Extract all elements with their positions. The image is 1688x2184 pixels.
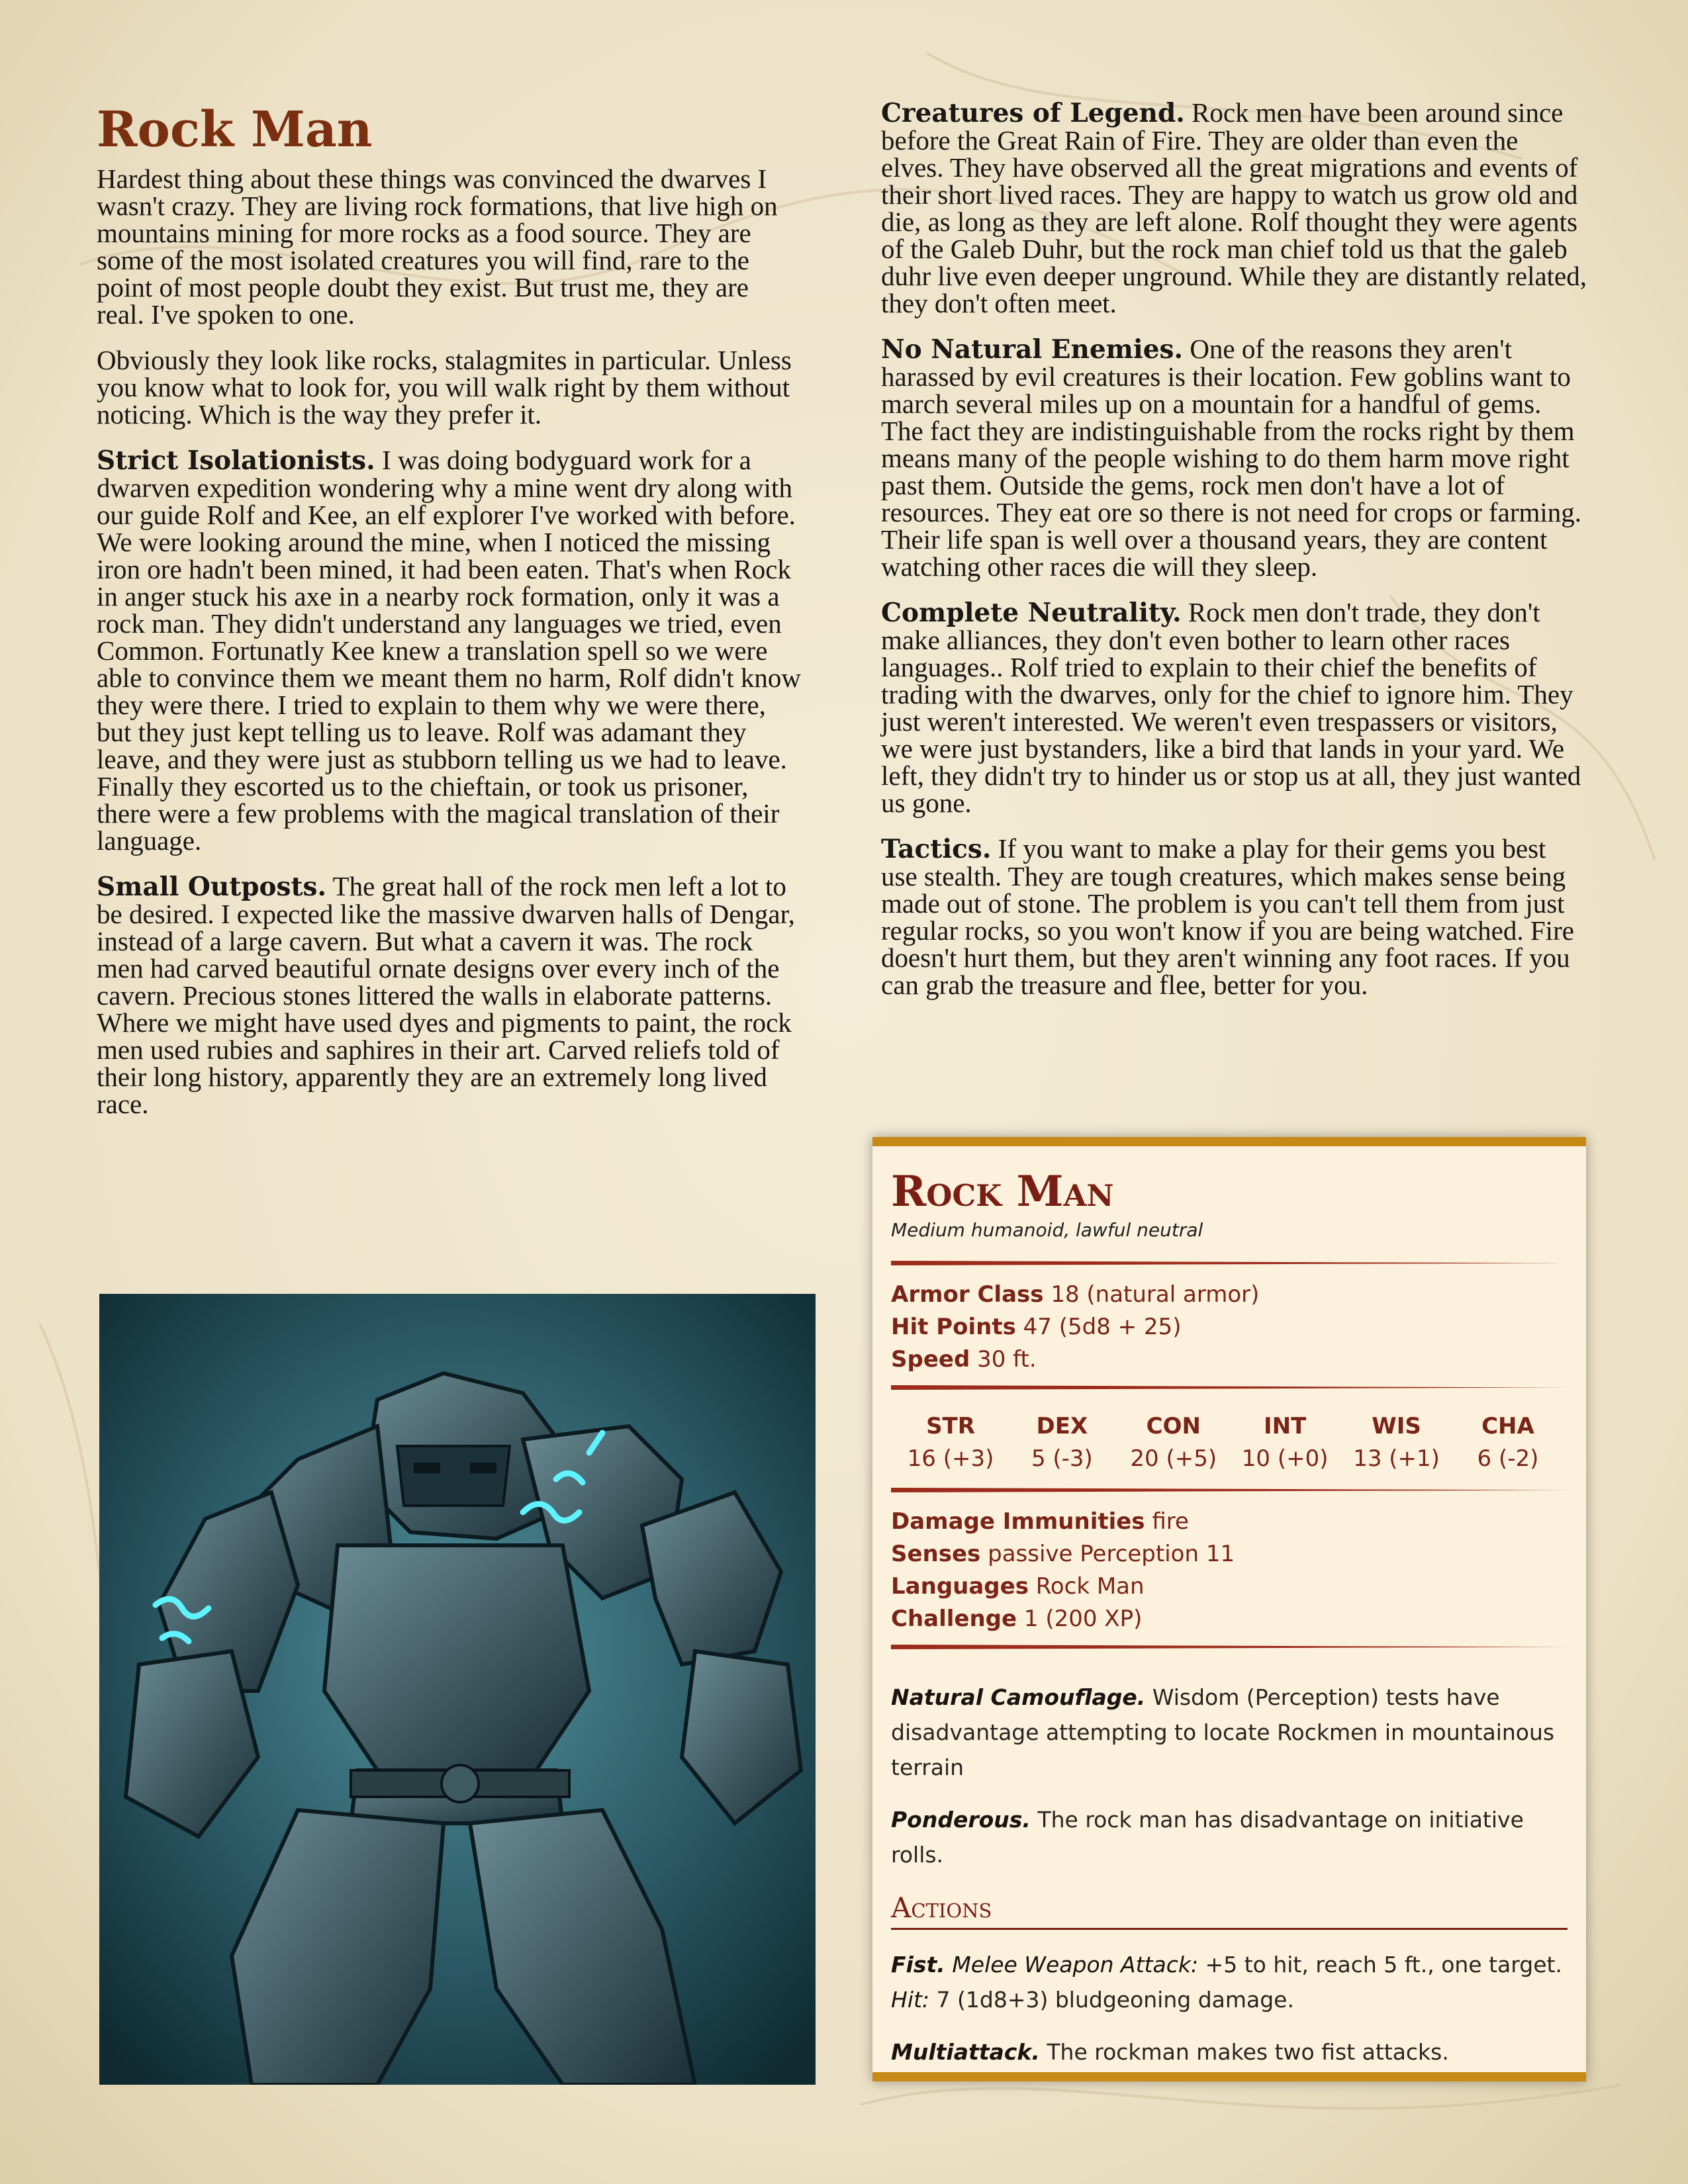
ability-value: 10 (+0) <box>1241 1445 1329 1472</box>
statblock-subtitle: Medium humanoid, lawful neutral <box>891 1219 1203 1241</box>
armor-class <box>891 1279 1568 1311</box>
trait-natural-camouflage <box>891 1680 1568 1785</box>
speed-label: Speed <box>891 1346 970 1373</box>
appearance-paragraph <box>97 347 802 428</box>
ability-value: 13 (+1) <box>1353 1445 1440 1472</box>
ability-value: 6 (-2) <box>1477 1445 1539 1472</box>
rock-man-illustration <box>99 1294 816 2085</box>
stat-block <box>872 1137 1586 2081</box>
action-name: Fist. <box>891 1952 945 1978</box>
ability-name: INT <box>1264 1413 1307 1439</box>
right-column <box>881 99 1587 1017</box>
action-name: Multiattack. <box>891 2039 1040 2065</box>
strict-isolationists-heading: Strict Isolationists. <box>97 445 375 476</box>
challenge-label: Challenge <box>891 1606 1017 1632</box>
hit-points-label: Hit Points <box>891 1314 1016 1340</box>
damage-immunities <box>891 1506 1568 1538</box>
ability-name: DEX <box>1036 1413 1088 1439</box>
action-text: The rockman makes two fist attacks. <box>1039 2039 1449 2065</box>
action-text: +5 to hit, reach 5 ft., one target. <box>1198 1952 1562 1978</box>
complete-neutrality-text: Rock men don't trade, they don't make alliances, they don't even bother to learn other races languages.. Rolf tried to explain to their chief the benefits of trading with the dwarves, only for the chief to ignore him. They just weren't interested. We weren't even trespassers or visitors, we were just bystanders, like a bird that lands in your yard. We left, they didn't try to hinder us or stop us at all, they just wanted us gone. <box>881 597 1581 818</box>
damage-immunities-value: fire <box>1152 1508 1189 1535</box>
senses-value: passive Perception 11 <box>988 1541 1235 1567</box>
ability-scores <box>891 1410 1568 1475</box>
action-damage-text: 7 (1d8+3) bludgeoning damage. <box>929 1987 1294 2013</box>
no-natural-enemies-text: One of the reasons they aren't harassed by evil creatures is their location. Few goblins want to march several miles up on a mountain for a handful of gems. The fact they are indistinguishable from the rocks right by them means many of the people wishing to do them harm move right past them. Outside the gems, rock men don't have a lot of resources. They eat ore so there is not need for crops or farming. Their life span is well over a thousand years, they are content watching other races die will they sleep. <box>881 334 1582 582</box>
no-natural-enemies-heading: No Natural Enemies. <box>881 334 1184 365</box>
languages-label: Languages <box>891 1573 1029 1600</box>
ability-wis <box>1344 1410 1450 1475</box>
damage-immunities-label: Damage Immunities <box>891 1508 1145 1535</box>
ability-name: STR <box>926 1413 975 1439</box>
no-natural-enemies-paragraph <box>881 336 1587 580</box>
action-fist <box>891 1947 1568 2017</box>
trait-name: Ponderous. <box>891 1807 1031 1833</box>
statblock-name: Rock Man <box>891 1167 1114 1216</box>
senses-label: Senses <box>891 1541 981 1567</box>
small-outposts-text: The great hall of the rock men left a lot to be desired. I expected like the massive dwarven halls of Dengar, instead of a large cavern. But what a cavern it was. The rock men had carved beautiful ornate designs over every inch of the cavern. Precious stones littered the walls in elaborate patterns. Where we might have used dyes and pigments to paint, the rock men used rubies and saphires in their art. Carved reliefs told of their long history, apparently they are an extremely long lived race. <box>97 871 795 1119</box>
page-title: Rock Man <box>97 101 373 158</box>
trait-ponderous <box>891 1802 1568 1872</box>
ability-cha <box>1455 1410 1561 1475</box>
appearance-paragraph-text: Obviously they look like rocks, stalagmites in particular. Unless you know what to look for, you will walk right by them without noticing. Which is the way they prefer it. <box>97 345 792 430</box>
languages <box>891 1570 1568 1603</box>
small-outposts-heading: Small Outposts. <box>97 872 327 902</box>
trait-text: Wisdom (Perception) tests have disadvantage attempting to locate Rockmen in mountainous terrain <box>891 1684 1555 1780</box>
languages-value: Rock Man <box>1035 1573 1145 1600</box>
speed-value: 30 ft. <box>977 1346 1037 1373</box>
ability-str <box>898 1410 1004 1475</box>
small-outposts-paragraph <box>97 873 802 1118</box>
ability-name: CHA <box>1481 1413 1534 1439</box>
actions-heading: Actions <box>891 1892 1568 1930</box>
statblock-divider <box>891 1488 1568 1492</box>
tactics-paragraph <box>881 835 1587 999</box>
trait-name: Natural Camouflage. <box>891 1684 1146 1710</box>
statblock-divider <box>891 1385 1568 1390</box>
creatures-of-legend-heading: Creatures of Legend. <box>881 98 1185 128</box>
action-multiattack <box>891 2034 1568 2070</box>
intro-paragraph <box>97 165 802 328</box>
statblock-divider <box>891 1645 1568 1649</box>
strict-isolationists-text: I was doing bodyguard work for a dwarven expedition wondering why a mine went dry along with our guide Rolf and Kee, an elf explorer I've worked with before. We were looking around the mine, when I noticed the missing iron ore hadn't been mined, it had been eaten. That's when Rock in anger stuck his axe in a nearby rock formation, only it was a rock man. They didn't understand any languages we tried, even Common. Fortunatly Kee knew a translation spell so we were able to convince them we meant them no harm, Rolf didn't know they were there. I tried to explain to them why we were there, but they just kept telling us to leave. Rolf was adamant they leave, and they were just as stubborn telling us we had to leave. Finally they escorted us to the chieftain, or took us prisoner, there were a few problems with the magical translation of their language. <box>97 445 802 856</box>
tactics-text: If you want to make a play for their gems you best use stealth. They are tough creatures, which makes sense being made out of stone. The problem is you can't tell them from just regular rocks, so you won't know if you are being watched. Fire doesn't hurt them, but they aren't winning any foot races. If you can grab the treasure and flee, better for you. <box>881 833 1574 1000</box>
trait-text: The rock man has disadvantage on initiative rolls. <box>891 1807 1524 1868</box>
ability-con <box>1121 1410 1227 1475</box>
challenge <box>891 1603 1568 1635</box>
left-column <box>97 99 802 1136</box>
creatures-of-legend-text: Rock men have been around since before the Great Rain of Fire. They are older than even the elves. They have observed all the great migrations and events of their short lived races. They are happy to watch us grow old and die, as long as they are left alone. Rolf thought they were agents of the Galeb Duhr, but the rock man chief told us that the galeb duhr live even deeper unground. While they are distantly related, they don't often meet. <box>881 97 1587 318</box>
strict-isolationists-paragraph <box>97 447 802 854</box>
tactics-heading: Tactics. <box>881 834 992 864</box>
ability-name: CON <box>1146 1413 1201 1439</box>
statblock-divider <box>891 1261 1568 1265</box>
ability-int <box>1232 1410 1338 1475</box>
complete-neutrality-paragraph <box>881 599 1587 817</box>
ability-value: 16 (+3) <box>907 1445 994 1472</box>
hit-points-value: 47 (5d8 + 25) <box>1023 1314 1182 1340</box>
speed <box>891 1343 1568 1376</box>
action-hit-label: Hit: <box>891 1987 930 2013</box>
armor-class-label: Armor Class <box>891 1281 1044 1308</box>
ability-value: 5 (-3) <box>1031 1445 1093 1472</box>
hit-points <box>891 1311 1568 1343</box>
ability-name: WIS <box>1372 1413 1421 1439</box>
ability-value: 20 (+5) <box>1130 1445 1217 1472</box>
ability-dex <box>1009 1410 1115 1475</box>
complete-neutrality-heading: Complete Neutrality. <box>881 598 1182 628</box>
senses <box>891 1538 1568 1570</box>
action-attack-type: Melee Weapon Attack: <box>952 1952 1199 1978</box>
intro-paragraph-text: Hardest thing about these things was convinced the dwarves I wasn't crazy. They are living rock formations, that live high on mountains mining for more rocks as a food source. They are some of the most isolated creatures you will find, rare to the point of most people doubt they exist. But trust me, they are real. I've spoken to one. <box>97 163 778 330</box>
armor-class-value: 18 (natural armor) <box>1051 1281 1260 1308</box>
creatures-of-legend-paragraph <box>881 99 1587 317</box>
challenge-value: 1 (200 XP) <box>1023 1606 1143 1632</box>
